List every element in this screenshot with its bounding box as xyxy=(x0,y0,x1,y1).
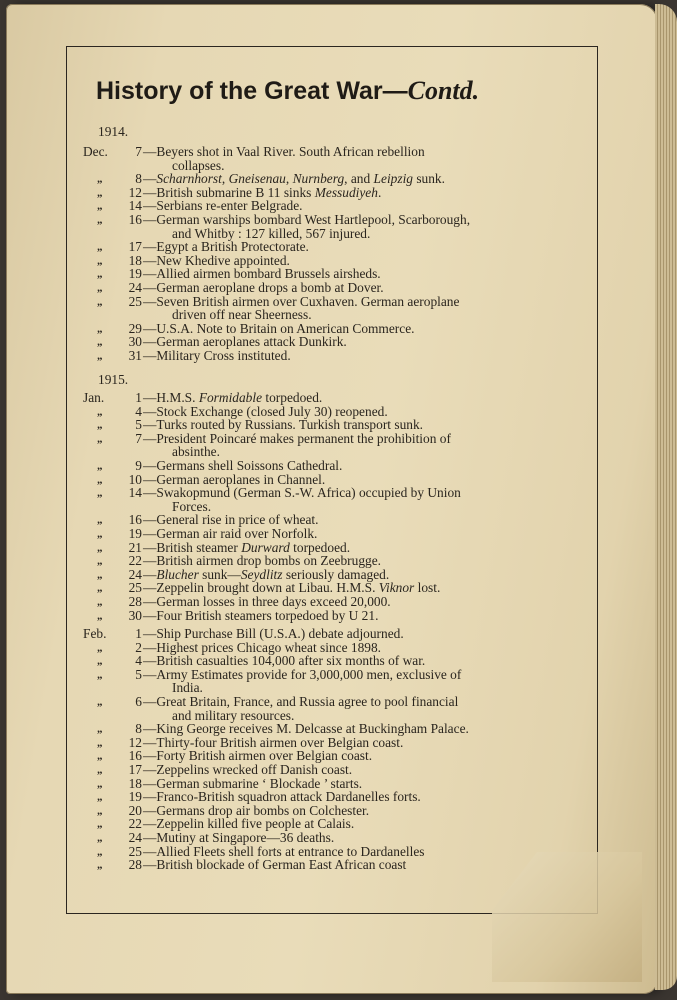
entry-day: 1 xyxy=(135,390,142,405)
entry-text: —Thirty-four British airmen over Belgian coast. xyxy=(143,734,404,750)
ditto-mark: „ xyxy=(97,596,103,608)
entry-day: 25 xyxy=(128,293,142,309)
entry-text-continued: Forces. xyxy=(172,498,212,514)
entry-day: 14 xyxy=(128,485,142,501)
ditto-mark: „ xyxy=(97,696,103,708)
ditto-mark: „ xyxy=(97,432,103,445)
entry-day: 19 xyxy=(128,526,142,541)
entry-text: —King George receives M. Delcasse at Buckingham Palace. xyxy=(143,721,469,737)
ditto-mark: „ xyxy=(97,555,103,568)
ditto-mark: „ xyxy=(97,173,103,186)
page-edges xyxy=(655,4,677,990)
month-label: Feb. xyxy=(83,626,107,641)
entry-day: 16 xyxy=(128,512,142,528)
entry-text: —Germans shell Soissons Cathedral. xyxy=(143,458,343,473)
ditto-mark: „ xyxy=(97,668,103,681)
entry-text: —Germans drop air bombs on Colchester. xyxy=(143,802,370,818)
entry-text: —German submarine ‘ Blockade ’ starts. xyxy=(143,775,363,791)
ditto-mark: „ xyxy=(97,282,103,294)
ditto-mark: „ xyxy=(97,241,103,254)
entry-day: 24 xyxy=(128,280,142,295)
entry-day: 29 xyxy=(128,320,142,336)
section-year: 1915. xyxy=(98,372,129,387)
entry-text: —British airmen drop bombs on Zeebrugge. xyxy=(143,553,382,569)
entry-day: 25 xyxy=(128,843,142,859)
entry-day: 16 xyxy=(128,748,142,764)
entry-text-continued: India. xyxy=(172,680,203,696)
entry-text: —Four British steamers torpedoed by U 21. xyxy=(143,607,379,623)
ditto-mark: „ xyxy=(97,322,103,335)
entry-text: —Egypt a British Protectorate. xyxy=(143,239,309,255)
entry-day: 22 xyxy=(128,816,142,832)
entry-day: 24 xyxy=(128,566,142,582)
entry-day: 21 xyxy=(128,539,142,555)
ditto-mark: „ xyxy=(97,419,103,432)
entry-day: 18 xyxy=(128,775,142,791)
entry-text: —Seven British airmen over Cuxhaven. German aeroplane xyxy=(143,293,460,309)
entry-text: —President Poincaré makes permanent the prohibition of xyxy=(143,430,451,446)
entry-day: 7 xyxy=(135,144,142,159)
entry-text: —Zeppelin brought down at Libau. H.M.S. Viknor lost. xyxy=(143,580,441,596)
month-label: Jan. xyxy=(83,390,105,405)
entry-text-continued: and military resources. xyxy=(172,707,295,723)
ditto-mark: „ xyxy=(97,528,103,540)
entry-text: —New Khedive appointed. xyxy=(143,252,290,268)
entry-text: —Turks routed by Russians. Turkish transport sunk. xyxy=(143,417,423,433)
entry-day: 17 xyxy=(128,239,142,255)
entry-text-continued: driven off near Sheerness. xyxy=(172,307,312,323)
entry-text: —Military Cross instituted. xyxy=(143,348,291,363)
ditto-mark: „ xyxy=(97,845,103,858)
entry-text: —U.S.A. Note to Britain on American Commerce. xyxy=(143,320,415,336)
ditto-mark: „ xyxy=(97,832,103,844)
entry-day: 18 xyxy=(128,252,142,268)
entry-text: —Beyers shot in Vaal River. South African rebellion xyxy=(143,144,425,159)
entry-text: —Army Estimates provide for 3,000,000 men, exclusive of xyxy=(143,666,462,682)
section-year: 1914. xyxy=(98,124,129,139)
ditto-mark: „ xyxy=(97,804,103,817)
entry-day: 14 xyxy=(128,198,142,214)
entry-text: —Swakopmund (German S.-W. Africa) occupied by Union xyxy=(143,485,461,501)
entry-text-continued: collapses. xyxy=(172,157,225,173)
title-main: History of the Great War— xyxy=(96,77,408,105)
ditto-mark: „ xyxy=(97,859,103,872)
entry-text: —German aeroplanes attack Dunkirk. xyxy=(143,334,347,350)
entry-day: 24 xyxy=(128,830,142,845)
month-label: Dec. xyxy=(83,144,108,159)
entry-text: —German aeroplanes in Channel. xyxy=(143,471,326,487)
page-title xyxy=(96,76,479,106)
ditto-mark: „ xyxy=(97,736,103,749)
ditto-mark: „ xyxy=(97,473,103,486)
entry-day: 6 xyxy=(135,694,142,709)
entry-text-continued: and Whitby : 127 killed, 567 injured. xyxy=(172,225,371,241)
ditto-mark: „ xyxy=(97,460,103,472)
entry-text: —German losses in three days exceed 20,000. xyxy=(143,594,391,609)
ditto-mark: „ xyxy=(97,405,103,418)
entry-day: 19 xyxy=(128,266,142,282)
entry-text: —Forty British airmen over Belgian coast. xyxy=(143,748,373,764)
entry-text: —British blockade of German East African coast xyxy=(143,857,407,873)
entry-text: —Allied Fleets shell forts at entrance to Dardanelles xyxy=(143,843,425,859)
title-contd: Contd. xyxy=(407,76,480,105)
ditto-mark: „ xyxy=(97,254,103,267)
ditto-mark: „ xyxy=(97,336,103,349)
ditto-mark: „ xyxy=(97,750,103,763)
entry-day: 22 xyxy=(128,553,142,569)
ditto-mark: „ xyxy=(97,609,103,622)
ditto-mark: „ xyxy=(97,818,103,831)
entry-text: —Zeppelins wrecked off Danish coast. xyxy=(143,762,353,777)
entry-day: 28 xyxy=(128,594,142,609)
entry-day: 4 xyxy=(135,403,142,419)
entry-day: 28 xyxy=(128,857,142,873)
entry-text: —British casualties 104,000 after six months of war. xyxy=(143,653,426,669)
entry-text: —Ship Purchase Bill (U.S.A.) debate adjourned. xyxy=(143,626,404,641)
entry-text-continued: absinthe. xyxy=(172,444,220,460)
entry-text: —German air raid over Norfolk. xyxy=(143,526,318,541)
entry-day: 2 xyxy=(135,639,142,655)
entry-day: 9 xyxy=(135,458,142,473)
ditto-mark: „ xyxy=(97,582,103,595)
entry-text: —German warships bombard West Hartlepool, Scarborough, xyxy=(143,212,471,227)
entry-day: 19 xyxy=(128,789,142,805)
entry-day: 12 xyxy=(128,184,142,200)
entry-day: 30 xyxy=(128,607,142,623)
ditto-mark: „ xyxy=(97,350,103,362)
entry-text: —General rise in price of wheat. xyxy=(143,512,319,528)
ditto-mark: „ xyxy=(97,723,103,736)
entry-day: 1 xyxy=(135,626,142,641)
entry-text: —Allied airmen bombard Brussels airsheds. xyxy=(143,266,381,282)
ditto-mark: „ xyxy=(97,514,103,527)
entry-text: —British steamer Durward torpedoed. xyxy=(143,539,351,555)
entry-day: 7 xyxy=(135,430,142,446)
entry-text: —Zeppelin killed five people at Calais. xyxy=(143,816,355,832)
ditto-mark: „ xyxy=(97,214,103,226)
entry-day: 8 xyxy=(135,721,142,737)
ditto-mark: „ xyxy=(97,200,103,213)
entry-day: 20 xyxy=(128,802,142,818)
ditto-mark: „ xyxy=(97,791,103,804)
ditto-mark: „ xyxy=(97,655,103,668)
entry-text: —Blucher sunk—Seydlitz seriously damaged. xyxy=(143,566,390,582)
entry-day: 5 xyxy=(135,666,142,682)
entry-day: 25 xyxy=(128,580,142,596)
entry-day: 12 xyxy=(128,734,142,750)
entry-text: —Franco-British squadron attack Dardanelles forts. xyxy=(143,789,421,805)
entry-text: —Scharnhorst, Gneisenau, Nurnberg, and Leipzig sunk. xyxy=(143,171,445,187)
entry-text: —Stock Exchange (closed July 30) reopened. xyxy=(143,403,388,419)
entry-text: —German aeroplane drops a bomb at Dover. xyxy=(143,280,384,295)
entry-day: 17 xyxy=(128,762,142,777)
entry-day: 16 xyxy=(128,212,142,227)
entry-day: 8 xyxy=(135,171,142,187)
ditto-mark: „ xyxy=(97,541,103,554)
ditto-mark: „ xyxy=(97,777,103,790)
ditto-mark: „ xyxy=(97,764,103,776)
ditto-mark: „ xyxy=(97,186,103,199)
entry-text: —H.M.S. Formidable torpedoed. xyxy=(143,390,323,405)
ditto-mark: „ xyxy=(97,487,103,500)
entry-day: 31 xyxy=(128,348,142,363)
ditto-mark: „ xyxy=(97,641,103,654)
entry-text: —Mutiny at Singapore—36 deaths. xyxy=(143,830,335,845)
ditto-mark: „ xyxy=(97,295,103,308)
entry-day: 4 xyxy=(135,653,142,669)
entry-text: —Great Britain, France, and Russia agree to pool financial xyxy=(143,694,459,709)
entry-text: —Highest prices Chicago wheat since 1898. xyxy=(143,639,381,655)
entry-day: 30 xyxy=(128,334,142,350)
entry-text: —British submarine B 11 sinks Messudiyeh. xyxy=(143,184,382,200)
entry-day: 10 xyxy=(128,471,142,487)
ditto-mark: „ xyxy=(97,268,103,281)
ditto-mark: „ xyxy=(97,568,103,581)
entry-text: —Serbians re-enter Belgrade. xyxy=(143,198,303,214)
entry-day: 5 xyxy=(135,417,142,433)
